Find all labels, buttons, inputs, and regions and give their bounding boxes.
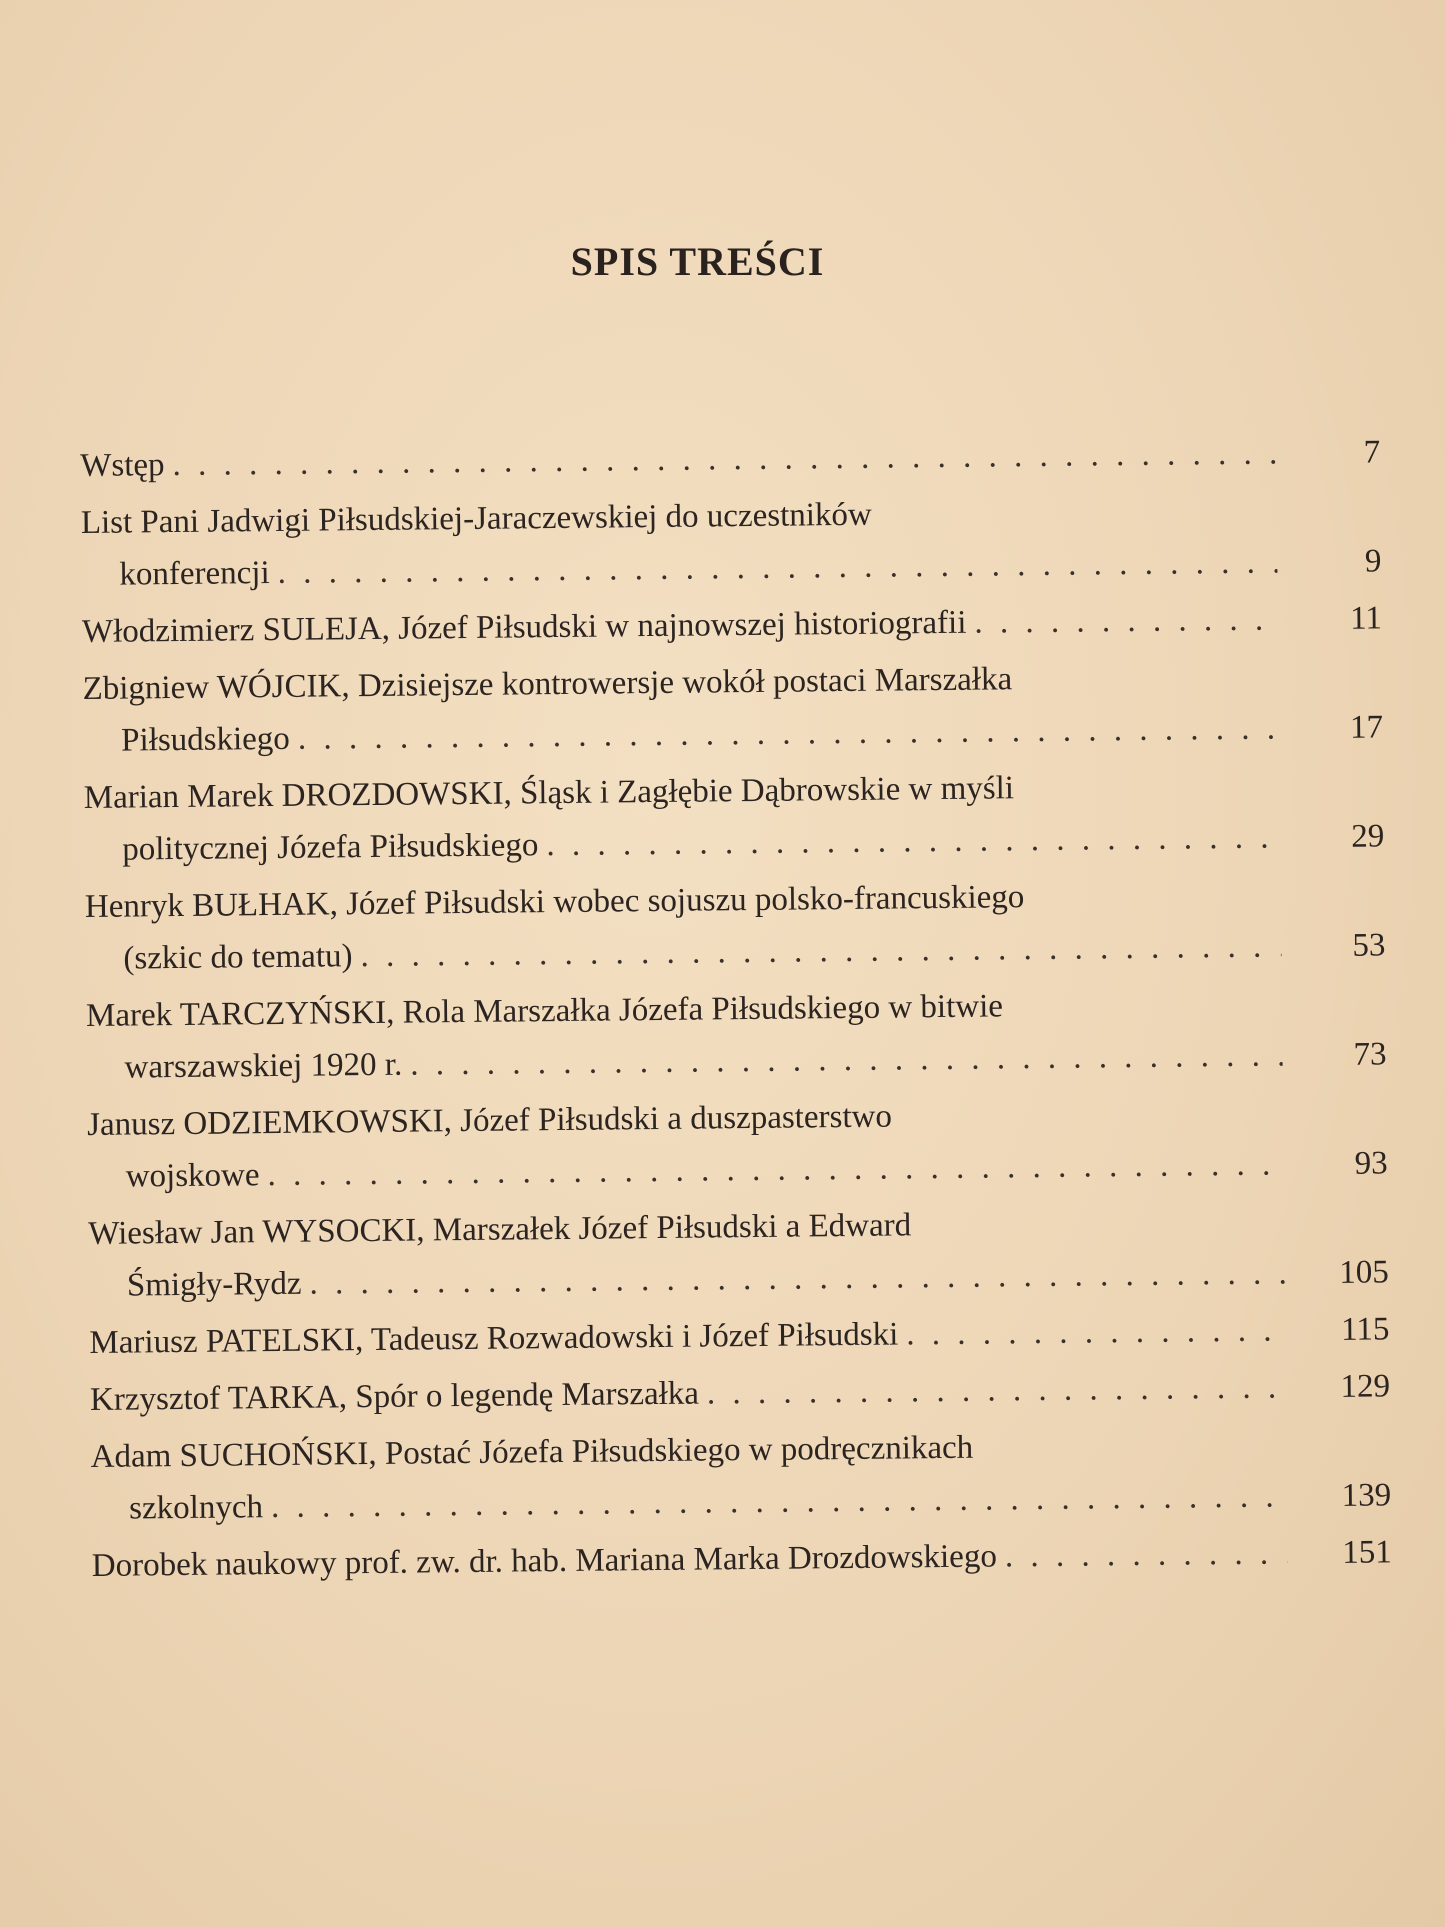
toc-entry [85, 867, 1386, 985]
toc-page-number: 115 [1340, 1311, 1390, 1348]
toc-entry [88, 1194, 1389, 1312]
toc-page-number: 93 [1354, 1145, 1388, 1182]
toc-page-number: 53 [1352, 927, 1386, 964]
toc-entry-title: Krzysztof TARKA, Spór o legendę Marszałka [89, 1375, 700, 1418]
dot-leader [277, 536, 1277, 598]
toc-entry-title: Wstęp [80, 447, 165, 484]
toc-entry [82, 592, 1382, 658]
toc-page-number: 7 [1363, 434, 1381, 471]
dot-leader [410, 1029, 1283, 1090]
toc-entry [86, 976, 1387, 1094]
toc-entry [81, 483, 1382, 601]
toc-entry-title: Zbigniew WÓJCIK, Dzisiejsze kontrowersje wokół postaci Marszałka [82, 661, 1013, 707]
dot-leader [309, 1247, 1285, 1309]
page-title: SPIS TREŚCI [570, 239, 825, 284]
toc-entry-title: Wiesław Jan WYSOCKI, Marszałek Józef Piłsudski a Edward [88, 1207, 912, 1252]
dot-leader [271, 1470, 1288, 1533]
dot-leader [172, 427, 1276, 491]
toc-page-number: 17 [1349, 709, 1384, 746]
toc-page-number: 73 [1353, 1036, 1387, 1073]
toc-entry [87, 1085, 1388, 1203]
toc-entry-title: Mariusz PATELSKI, Tadeusz Rozwadowski i Józef Piłsudski [89, 1316, 899, 1361]
dot-leader [974, 593, 1278, 648]
toc-page-number: 9 [1364, 543, 1382, 580]
toc-entry-title: Henryk BUŁHAK, Józef Piłsudski wobec sojuszu polsko-francuskiego [84, 879, 1025, 925]
toc-entry [92, 1526, 1392, 1592]
dot-leader [1005, 1527, 1288, 1582]
toc-entry [83, 758, 1384, 876]
toc-page-number: 11 [1349, 600, 1383, 637]
toc-entry [90, 1417, 1391, 1535]
table-of-contents [80, 426, 1392, 1597]
toc-entry-title-continued: wojskowe [125, 1157, 260, 1195]
dot-leader [267, 1138, 1284, 1201]
toc-entry-title: Marek TARCZYŃSKI, Rola Marszałka Józefa Piłsudskiego w bitwie [85, 988, 1004, 1034]
toc-entry-title-continued: szkolnych [129, 1489, 264, 1527]
toc-page-number: 151 [1342, 1534, 1392, 1571]
toc-entry-title: Dorobek naukowy prof. zw. dr. hab. Mariana Marka Drozdowskiego [91, 1538, 998, 1584]
toc-entry-title: Janusz ODZIEMKOWSKI, Józef Piłsudski a duszpasterstwo [86, 1098, 893, 1143]
toc-entry-title-continued: warszawskiej 1920 r. [124, 1046, 403, 1086]
toc-entry-title-continued: politycznej Józefa Piłsudskiego [122, 827, 539, 868]
toc-page-number: 139 [1341, 1477, 1392, 1514]
toc-entry [80, 426, 1380, 492]
toc-entry-title: List Pani Jadwigi Piłsudskiej-Jaraczewskiej do uczestników [80, 496, 872, 541]
dot-leader [360, 920, 1281, 982]
toc-page-number: 129 [1340, 1368, 1391, 1405]
toc-page-number: 105 [1339, 1254, 1389, 1291]
toc-entry [82, 649, 1383, 767]
toc-entry [90, 1360, 1390, 1426]
toc-entry-title-continued: konferencji [119, 555, 270, 593]
toc-entry-title: Włodzimierz SULEJA, Józef Piłsudski w najnowszej historiografii [81, 604, 967, 650]
dot-leader [707, 1361, 1287, 1419]
toc-entry-title-continued: (szkic do tematu) [123, 938, 353, 977]
toc-entry-title: Adam SUCHOŃSKI, Postać Józefa Piłsudskiego w podręcznikach [90, 1429, 974, 1475]
toc-page-number: 29 [1351, 818, 1385, 855]
toc-entry [89, 1303, 1389, 1369]
dot-leader [906, 1304, 1286, 1360]
toc-entry-title: Marian Marek DROZDOWSKI, Śląsk i Zagłębie Dąbrowskie w myśli [83, 770, 1015, 816]
toc-entry-title-continued: Śmigły-Rydz [126, 1265, 302, 1304]
dot-leader [298, 702, 1280, 764]
dot-leader [546, 811, 1280, 871]
toc-entry-title-continued: Piłsudskiego [120, 720, 291, 759]
